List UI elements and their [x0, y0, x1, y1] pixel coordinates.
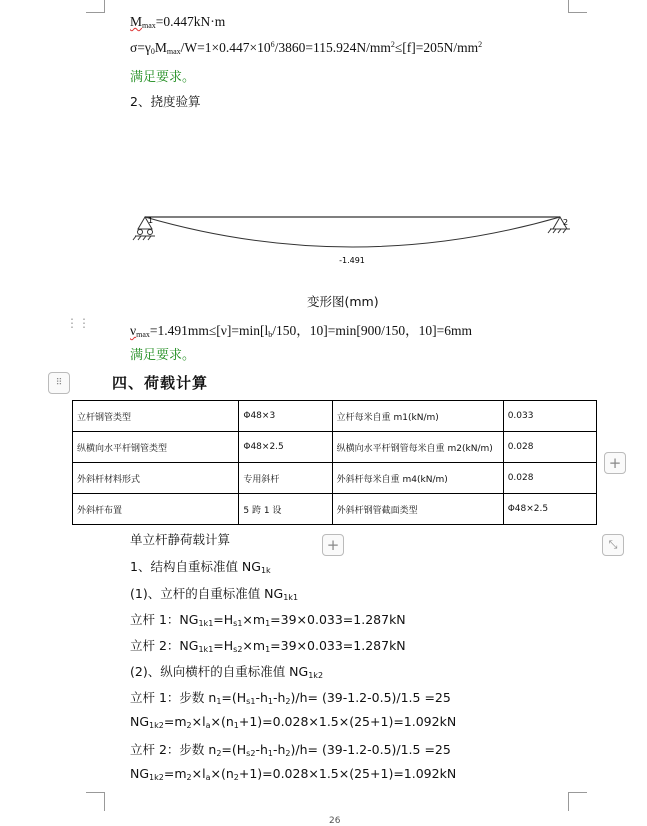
calc-line-2: (1)、立杆的自重标准值 $NG_{1k1}$ [130, 586, 299, 602]
table-cell[interactable]: 立杆钢管类型 [73, 401, 239, 432]
deflection-curve [145, 217, 560, 247]
corner-mark-top-left [86, 0, 105, 13]
calc-line-7: $NG_{1k2}=m_2\times l_a\times(n_1+1)=0.028\times 1.5\times(25+1)=1.092kN$ [130, 714, 457, 730]
table-cell[interactable]: 0.033 [503, 401, 596, 432]
table-cell[interactable]: 纵横向水平杆钢管每米自重 m2(kN/m) [332, 432, 503, 463]
drag-handle-icon[interactable]: ⋮⋮ [66, 316, 90, 330]
table-cell[interactable]: 外斜杆材料形式 [73, 463, 239, 494]
table-cell[interactable]: 0.028 [503, 432, 596, 463]
table-cell[interactable]: Φ48×2.5 [503, 494, 596, 525]
table-cell[interactable]: 外斜杆每米自重 m4(kN/m) [332, 463, 503, 494]
support-right-label: 2 [563, 218, 569, 227]
calc-line-6: 立杆 1：步数 $n_1=(H_{s1}-h_1-h_2)/h= (39-1.2-0.5)/1.5 =25$ [130, 690, 451, 706]
table-cell[interactable]: Φ48×2.5 [239, 432, 332, 463]
table-cell[interactable]: 立杆每米自重 m1(kN/m) [332, 401, 503, 432]
support-left-label: 1 [148, 216, 154, 225]
corner-mark-top-right [568, 0, 587, 13]
load-parameter-table [72, 400, 597, 525]
table-cell[interactable]: 纵横向水平杆钢管类型 [73, 432, 239, 463]
calc-line-5: (2)、纵向横杆的自重标准值 $NG_{1k2}$ [130, 664, 324, 680]
add-row-button[interactable]: + [322, 534, 344, 556]
table-row [73, 401, 597, 432]
diagram-caption: 变形图(mm) [307, 294, 379, 309]
vmax-line: $\nu_{max}=1.491mm\le[\nu]=\min[l_b/150$，10]=min[900/150，10]=6mm [130, 323, 472, 339]
add-column-button[interactable]: + [604, 452, 626, 474]
deformation-diagram [130, 205, 580, 275]
corner-mark-bottom-right [568, 792, 587, 811]
calc-line-9: $NG_{1k2}=m_2\times l_a\times(n_2+1)=0.028\times 1.5\times(25+1)=1.092kN$ [130, 766, 457, 782]
calc-line-1: 1、结构自重标准值 $NG_{1k}$ [130, 559, 271, 575]
section-heading: 四、荷载计算 [112, 374, 209, 392]
max-deflection-label: -1.491 [339, 256, 365, 265]
table-cell[interactable]: Φ48×3 [239, 401, 332, 432]
mmax-line: $M_{max}=0.447kN\cdot m$ [130, 14, 226, 30]
page-number: 26 [329, 816, 341, 826]
table-cell[interactable]: 5 跨 1 设 [239, 494, 332, 525]
table-cell[interactable]: 外斜杆钢管截面类型 [332, 494, 503, 525]
calc-line-3: 立杆 1：$NG_{1k1}=H_{s1}\times m_1=39\times 0.033=1.287kN$ [130, 612, 406, 628]
calc-line-4: 立杆 2：$NG_{1k1}=H_{s2}\times m_1=39\times 0.033=1.287kN$ [130, 638, 406, 654]
static-load-title: 单立杆静荷载计算 [130, 532, 231, 547]
table-cell[interactable]: 专用斜杆 [239, 463, 332, 494]
deflection-title: 2、挠度验算 [130, 94, 201, 109]
block-handle-icon[interactable]: ⠿ [48, 372, 70, 394]
table-row [73, 432, 597, 463]
sigma-line: $\sigma=\gamma_0M_{max}/W=1\times 0.447\times 10^6/3860=115.924N/mm^2\le[f]=205N/mm^2$ [130, 40, 483, 56]
requirement-ok-2: 满足要求。 [130, 348, 196, 363]
calc-line-8: 立杆 2：步数 $n_2=(H_{s2}-h_1-h_2)/h= (39-1.2-0.5)/1.5 =25$ [130, 742, 451, 758]
table-row [73, 463, 597, 494]
table-resize-icon[interactable]: ⤡ [602, 534, 624, 556]
requirement-ok-1: 满足要求。 [130, 70, 196, 85]
table-cell[interactable]: 外斜杆布置 [73, 494, 239, 525]
corner-mark-bottom-left [86, 792, 105, 811]
table-cell[interactable]: 0.028 [503, 463, 596, 494]
table-row [73, 494, 597, 525]
